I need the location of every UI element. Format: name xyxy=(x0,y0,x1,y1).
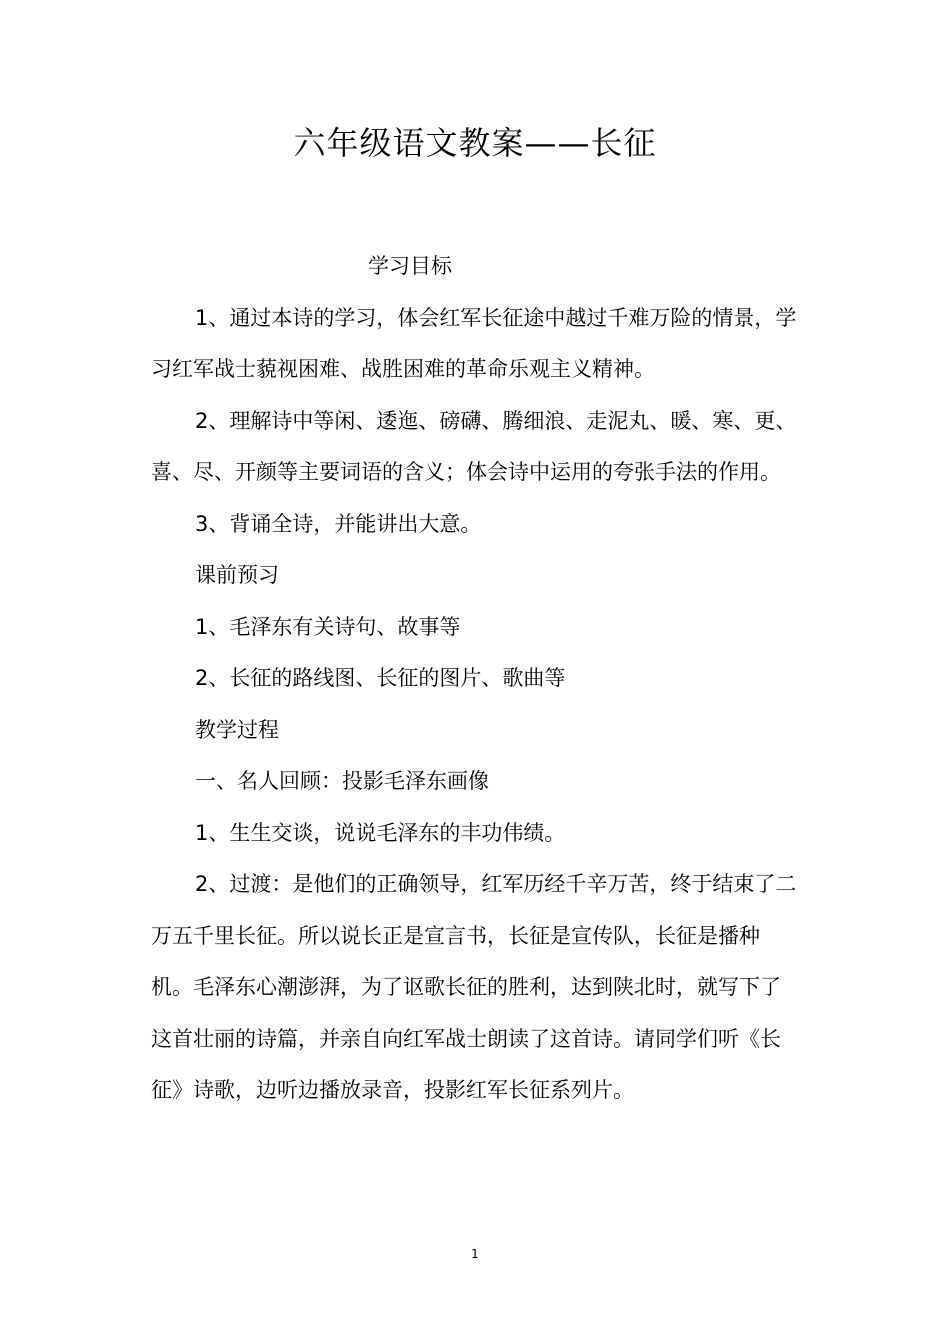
paragraph-goal-2: 2、理解诗中等闲、逶迤、磅礴、腾细浪、走泥丸、暖、寒、更、喜、尽、开颜等主要词语的含义；体会诗中运用的夸张手法的作用。 xyxy=(151,408,797,484)
paragraph-process-step-1: 1、生生交谈，说说毛泽东的丰功伟绩。 xyxy=(195,820,566,845)
paragraph-goal-1: 1、通过本诗的学习，体会红军长征途中越过千难万险的情景，学习红军战士藐视困难、战胜困难的革命乐观主义精神。 xyxy=(151,305,797,381)
paragraph-preview-2: 2、长征的路线图、长征的图片、歌曲等 xyxy=(195,666,566,690)
paragraph-preview-1: 1、毛泽东有关诗句、故事等 xyxy=(195,614,461,639)
paragraph-process-heading: 教学过程 xyxy=(195,717,279,742)
section-heading-learning-goals: 学习目标 xyxy=(368,254,452,278)
page-number: 1 xyxy=(471,1247,479,1261)
paragraph-process-step-2: 2、过渡：是他们的正确领导，红军历经千辛万苦，终于结束了二万五千里长征。所以说长正是宣言书，长征是宣传队，长征是播种机。毛泽东心潮澎湃，为了讴歌长征的胜利，达到陕北时，就写下了这首壮丽的诗篇，并亲自向红军战士朗读了这首诗。请同学们听《长征》诗歌，边听边播放录音，投影红军长征系列片。 xyxy=(151,872,797,1102)
paragraph-goal-3: 3、背诵全诗，并能讲出大意。 xyxy=(195,511,482,536)
paragraph-preview-heading: 课前预习 xyxy=(195,563,279,587)
document-body xyxy=(151,241,801,1117)
paragraph-process-part-1: 一、名人回顾：投影毛泽东画像 xyxy=(195,769,489,793)
document-title: 六年级语文教案——长征 xyxy=(293,124,657,162)
